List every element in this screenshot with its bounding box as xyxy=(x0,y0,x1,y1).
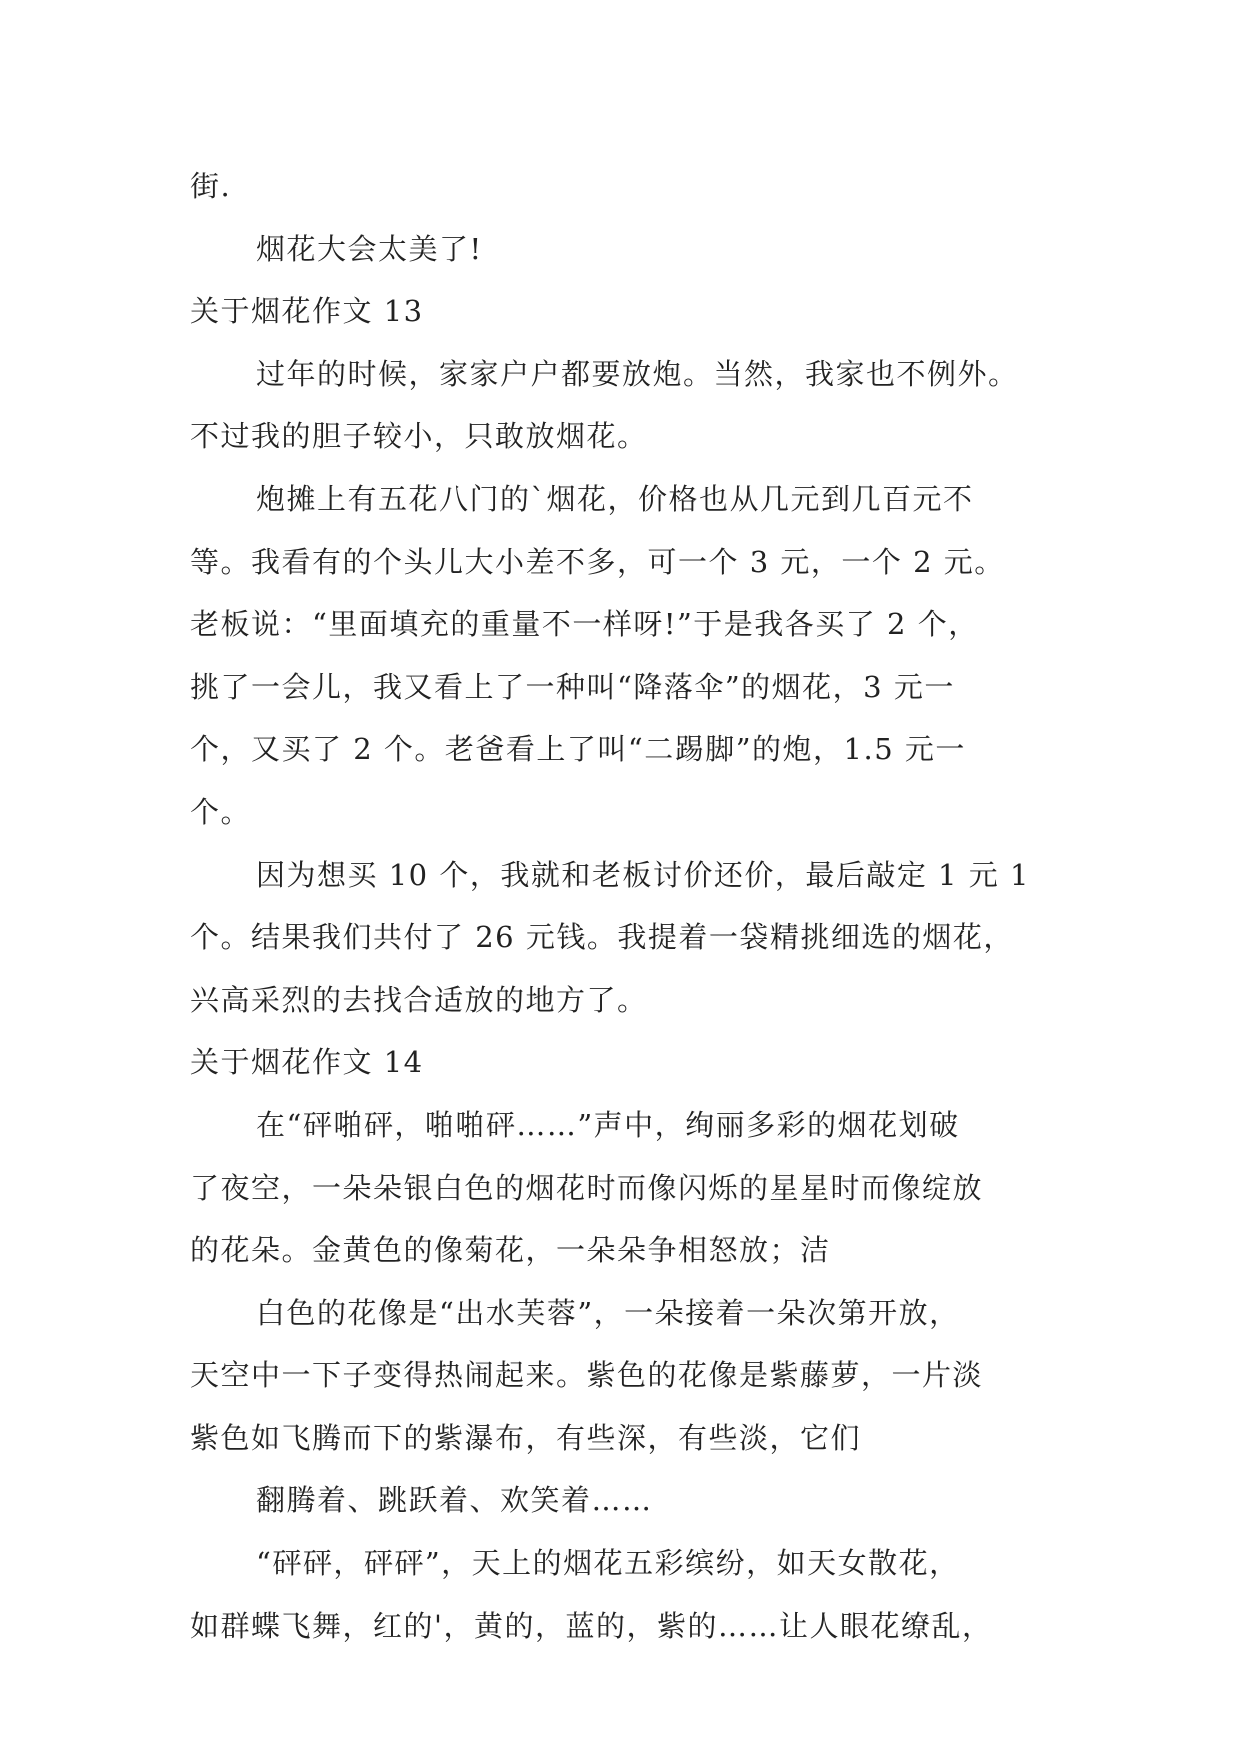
text-line: 炮摊上有五花八门的`烟花，价格也从几元到几百元不 xyxy=(256,481,974,516)
section-heading: 关于烟花作文 13 xyxy=(190,294,424,329)
text-line: 老板说：“里面填充的重量不一样呀!”于是我各买了 2 个， xyxy=(190,607,979,642)
text-line: 等。我看有的个头儿大小差不多，可一个 3 元，一个 2 元。 xyxy=(190,544,1005,579)
text-line: 的花朵。金黄色的像菊花，一朵朵争相怒放；洁 xyxy=(190,1233,831,1268)
text-line: 过年的时候，家家户户都要放炮。当然，我家也不例外。 xyxy=(256,356,1019,391)
text-line: 了夜空，一朵朵银白色的烟花时而像闪烁的星星时而像绽放 xyxy=(190,1170,984,1205)
text-line: 街. xyxy=(190,169,232,203)
text-line: 个，又买了 2 个。老爸看上了叫“二踢脚”的炮，1.5 元一 xyxy=(190,732,966,767)
section-heading: 关于烟花作文 14 xyxy=(190,1045,424,1080)
text-line: 挑了一会儿，我又看上了一种叫“降落伞”的烟花，3 元一 xyxy=(190,669,955,704)
document-body xyxy=(190,155,1070,1657)
text-line: 翻腾着、跳跃着、欢笑着…… xyxy=(256,1483,653,1518)
text-line: “砰砰，砰砰”，天上的烟花五彩缤纷，如天女散花， xyxy=(256,1546,960,1581)
text-line: 不过我的胆子较小，只敢放烟花。 xyxy=(190,419,648,454)
text-line: 兴高采烈的去找合适放的地方了。 xyxy=(190,982,648,1017)
text-line: 天空中一下子变得热闹起来。紫色的花像是紫藤萝，一片淡 xyxy=(190,1358,984,1393)
text-line: 因为想买 10 个，我就和老板讨价还价，最后敲定 1 元 1 xyxy=(256,857,1030,892)
text-line: 白色的花像是“出水芙蓉”，一朵接着一朵次第开放， xyxy=(256,1295,960,1330)
text-line: 紫色如飞腾而下的紫瀑布，有些深，有些淡，它们 xyxy=(190,1420,862,1455)
text-line: 个。结果我们共付了 26 元钱。我提着一袋精挑细选的烟花， xyxy=(190,920,1014,955)
text-line: 如群蝶飞舞，红的'，黄的，蓝的，紫的……让人眼花缭乱， xyxy=(190,1608,993,1643)
text-line: 烟花大会太美了! xyxy=(256,231,483,266)
text-line: 个。 xyxy=(190,794,252,829)
text-line: 在“砰啪砰，啪啪砰……”声中，绚丽多彩的烟花划破 xyxy=(256,1107,960,1142)
